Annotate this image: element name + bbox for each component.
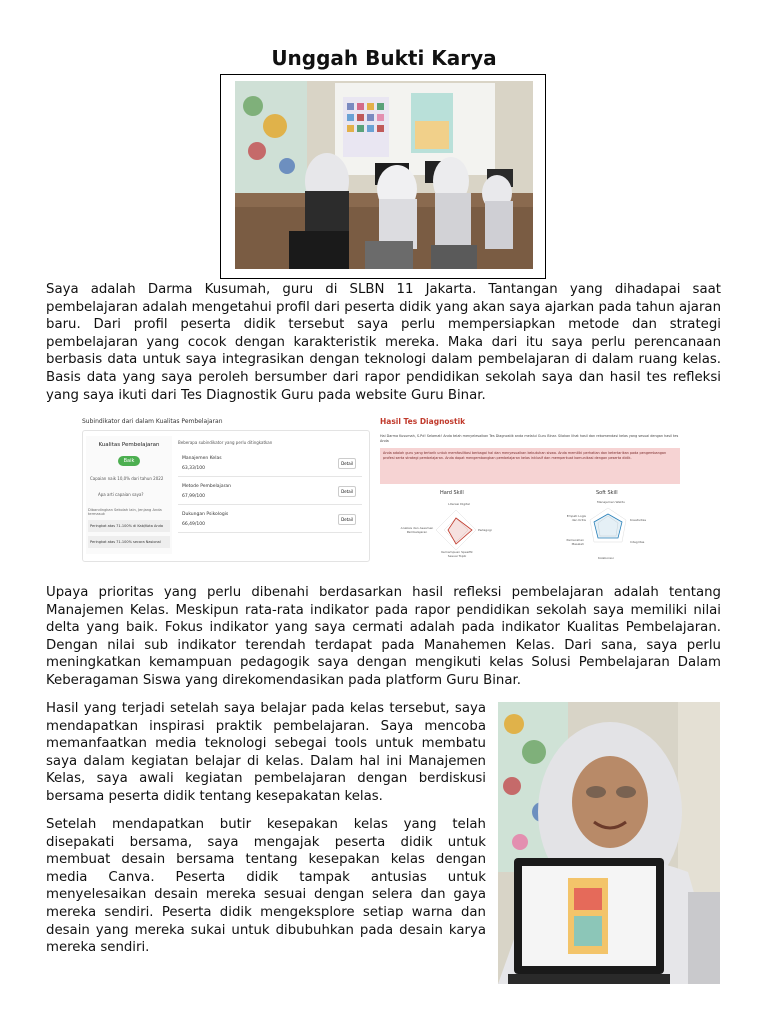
diagnostic-panel: Hasil Tes Diagnostik Hai Darma Kusumah, S.Pd! Selamat! Anda telah menyelesaikan Tes Diagnostik anda melalui Guru Binar. Silakan lihat hasil dan rekomendasi kelas yang sesuai dengan hasil tes Anda Anda adalah guru yang tertarik untuk memfasilitasi berbagai hal dan menyesuaikan kebutuhan siswa. Anda memiliki perhatian dan ketertarikan pada pengembangan profesi serta strategi pembelajaran. Anda dapat mengembangkan pembelajaran kelas inklusif dan memperkuat komunikasi dengan peserta didik. Hard Skill Soft Skill Literasi Digital Pedagogi Kemampuan Spesifik Sesuai Topik Analisis dan Asesmen Pembelajaran Manajemen Waktu Kolaborasi Integritas Kreativitas Pemecahan Masalah Empati Logis dan Kritis <box>378 412 688 567</box>
rank-kabkota: Peringkat atas 71-100% di Kab/Kota Anda <box>88 520 170 532</box>
student-laptop-photo <box>498 702 720 984</box>
hard-skill-label: Hard Skill <box>440 490 464 496</box>
subindicator-row: Metode Pembelajaran 67,99/100 Detail <box>178 480 362 505</box>
paragraph-prioritas: Upaya prioritas yang perlu dibenahi berdasarkan hasil refleksi pembelajaran adalah tentang Manajemen Kelas. Meskipun rata-rata indikator pada rapor pendidikan sekolah saya memiliki nilai delta yang baik. Fokus indikator yang saya cermati adalah pada indikator Kualitas Pembelajaran. Dengan nilai sub indikator terendah terdapat pada Manahemen Kelas. Dari sana, saya perlu meningkatkan kemampuan pedagogik saya dengan mengikuti kelas Solusi Pembelajaran Dalam Keberagaman Siswa yang direkomendasikan pada platform Guru Binar. <box>46 585 721 688</box>
soft-skill-label: Soft Skill <box>596 490 618 496</box>
detail-button[interactable]: Detail <box>338 514 356 525</box>
paragraph-hasil: Hasil yang terjadi setelah saya belajar pada kelas tersebut, saya mendapatkan inspirasi praktik pembelajaran. Saya mencoba memanfaatkan media teknologi sebegai tools untuk membatu saya dalam kegiatan belajar di kelas. Dalam hal ini Manajemen Kelas, saya awali kegiatan pembelajaran dengan berdiskusi bersama peserta didik tentang kesepakatan kelas. <box>46 701 486 804</box>
status-badge: Baik <box>118 456 140 466</box>
paragraph-intro: Saya adalah Darma Kusumah, guru di SLBN 11 Jakarta. Tantangan yang dihadapai saat pembelajaran adalah mengetahui profil dari peserta didik yang akan saya ajarkan pada tahun ajaran baru. Dari profil peserta didik tersebut saya perlu mempersiapkan metode dan strategi pembelajaran yang cocok dengan karakteristik mereka. Maka dari itu saya perlu perencanaan berbasis data untuk saya integrasikan dengan teknologi dalam pembelajaran di dalam ruang kelas. Basis data yang saya peroleh bersumber dari rapor pendidikan sekolah saya dan hasil tes refleksi yang saya ikuti dari Tes Diagnostik Guru pada website Guru Binar. <box>46 282 721 403</box>
classroom-photo-frame <box>220 74 546 279</box>
subindicator-list-header: Beberapa subindikator yang perlu ditingkatkan <box>178 440 273 445</box>
subindicator-row: Dukungan Psikologis 66,49/100 Detail <box>178 508 362 533</box>
apa-arti-link[interactable]: Apa arti capaian saya? <box>98 492 144 497</box>
diagnostic-title: Hasil Tes Diagnostik <box>380 417 466 426</box>
rapor-panel <box>80 412 376 567</box>
classroom-photo <box>235 81 533 269</box>
diagnostic-intro: Hai Darma Kusumah, S.Pd! Selamat! Anda telah menyelesaikan Tes Diagnostik anda melalui Guru Binar. Silakan lihat hasil dan rekomendasi kelas yang sesuai dengan hasil tes Anda <box>380 434 679 443</box>
page-title: Unggah Bukti Karya <box>271 46 497 70</box>
bandingkan-text: Dibandingkan Sekolah lain, Jenjang Anda termasuk <box>88 508 162 516</box>
rapor-header: Subindikator dari dalam Kualitas Pembelajaran <box>82 418 223 425</box>
rank-nasional: Peringkat atas 71-100% secara Nasional <box>88 536 170 548</box>
detail-button[interactable]: Detail <box>338 486 356 497</box>
card-title: Kualitas Pembelajaran <box>98 442 160 448</box>
subindicator-row: Manajemen Kelas 63,33/100 Detail <box>178 452 362 477</box>
rapor-diagnostic-screenshot <box>80 412 688 567</box>
detail-button[interactable]: Detail <box>338 458 356 469</box>
diagnostic-summary-box: Anda adalah guru yang tertarik untuk memfasilitasi berbagai hal dan menyesuaikan kebutuhan siswa. Anda memiliki perhatian dan ketertarikan pada pengembangan profesi serta strategi pembelajaran. Anda dapat mengembangkan pembelajaran kelas inklusif dan memperkuat komunikasi dengan peserta didik. <box>380 448 680 484</box>
capaian-text: Capaian naik 10,0% dari tahun 2022 <box>90 476 164 481</box>
paragraph-canva: Setelah mendapatkan butir kesepakan kelas yang telah disepakati bersama, saya mengajak peserta didik untuk membuat desain bersama tentang kesepakan kelas dengan media Canva. Peserta didik tampak antusias untuk menyelesaikan desain mereka sesuai dengan selera dan gaya mereka sendiri. Peserta didik mengeksplore setiap warna dan desain yang mereka sukai untuk dibubuhkan pada desain karya mereka sendiri. <box>46 817 486 956</box>
